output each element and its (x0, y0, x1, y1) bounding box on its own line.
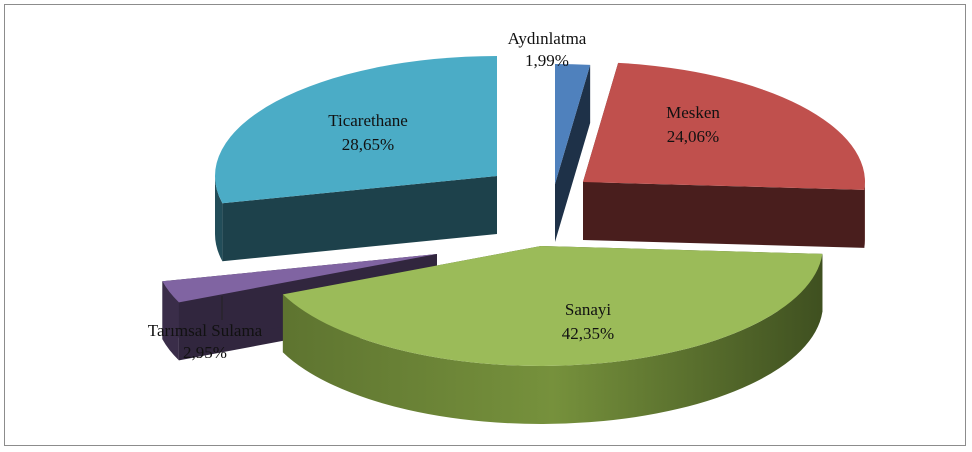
slice-value-aydinlatma: 1,99% (525, 51, 569, 70)
slice-label-sanayi: Sanayi (564, 300, 612, 319)
slice-value-mesken: 24,06% (666, 127, 720, 146)
slice-label-aydinlatma: Aydınlatma (507, 29, 587, 48)
pie-wall-mesken (583, 182, 864, 248)
slice-label-tarimsal-sulama: Tarımsal Sulama (147, 321, 263, 340)
slice-label-ticarethane: Ticarethane (328, 111, 408, 130)
slice-value-sanayi: 42,35% (561, 324, 615, 343)
pie-side-mesken (864, 182, 865, 248)
pie-top-mesken (583, 63, 865, 190)
pie-slice-mesken (583, 63, 865, 248)
pie-slice-ticarethane (215, 56, 497, 261)
slice-label-mesken: Mesken (666, 103, 720, 122)
slice-value-tarimsal-sulama: 2,95% (183, 343, 227, 362)
slice-value-ticarethane: 28,65% (341, 135, 395, 154)
